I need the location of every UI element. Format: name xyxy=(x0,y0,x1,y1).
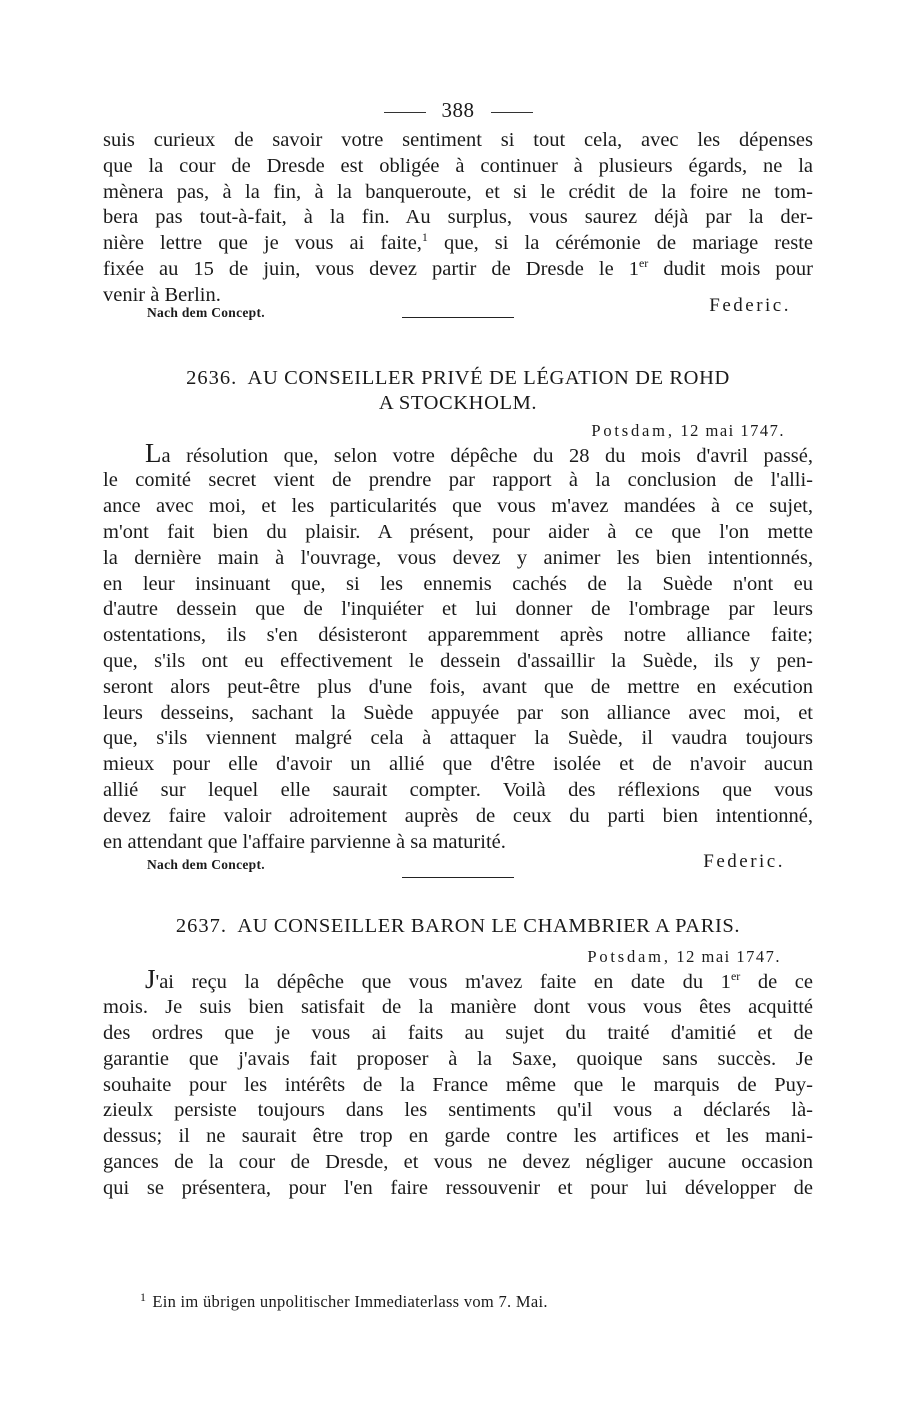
text-segment: de ce xyxy=(740,971,814,994)
ordinal-superscript: er xyxy=(730,969,741,984)
text-line: que la cour de Dresde est obligée à continuer à plusieurs égards, ne la xyxy=(103,154,813,177)
text-line: des ordres que je vous ai faits au sujet du traité d'amitié et de xyxy=(103,1021,813,1044)
page-number: 388 xyxy=(441,98,475,122)
dateline xyxy=(103,419,813,443)
text-segment: fixée au 15 de juin, vous devez partir de Dresde le 1 xyxy=(103,257,639,280)
date: 12 mai 1747. xyxy=(676,947,781,967)
text-line xyxy=(103,257,813,283)
text-line: allié sur lequel elle saurait compter. Voilà des réflexions que vous xyxy=(103,778,813,801)
text-segment: que, si la cérémonie de mariage reste xyxy=(427,232,813,255)
footnote-text: Ein im übrigen unpolitischer Immediaterlass vom 7. Mai. xyxy=(152,1292,548,1311)
text-line: que, s'ils viennent malgré cela à attaquer la Suède, il vaudra toujours xyxy=(103,727,813,750)
text-line: zieulx persiste toujours dans les sentiments qu'il vous a déclarés là- xyxy=(103,1099,813,1122)
text-line: que, s'ils ont eu effectivement le dessein d'assaillir la Suède, ils y pen- xyxy=(103,649,813,672)
text-line: gances de la cour de Dresde, et vous ne devez négliger aucune occasion xyxy=(103,1150,813,1173)
footnote-marker: 1 xyxy=(140,1290,147,1304)
letter-number: 2636. xyxy=(186,366,238,389)
text-line: dessus; il ne saurait être trop en garde contre les artifices et les mani- xyxy=(103,1125,813,1148)
text-segment: dudit mois pour xyxy=(648,257,813,280)
text-line: en leur insinuant que, si les ennemis cachés de la Suède n'ont eu xyxy=(103,572,813,595)
signature: Federic. xyxy=(709,294,791,316)
page-header xyxy=(103,92,813,128)
source-note: Nach dem Concept. xyxy=(147,857,265,873)
text-line xyxy=(103,964,814,995)
book-page xyxy=(103,92,813,1202)
source-note: Nach dem Concept. xyxy=(147,304,265,320)
heading-text: AU CONSEILLER PRIVÉ DE LÉGATION DE ROHD xyxy=(247,366,730,389)
text-line: mènera pas, à la fin, à la banqueroute, et si le crédit de la foire ne tom- xyxy=(103,180,813,203)
heading-text: AU CONSEILLER BARON LE CHAMBRIER A PARIS. xyxy=(237,915,741,938)
signoff xyxy=(103,295,813,325)
text-line xyxy=(103,437,813,469)
text-segment: 'ai reçu la dépêche que vous m'avez faite en date du 1 xyxy=(155,971,731,994)
signature: Federic. xyxy=(703,851,785,873)
text-segment: a résolution que, selon votre dépêche du 28 du mois d'avril passé, xyxy=(161,444,813,467)
text-line: leurs desseins, sachant la Suède appuyée par son alliance avec moi, et xyxy=(103,701,813,724)
place: Potsdam, xyxy=(591,420,675,440)
header-dash-left xyxy=(384,112,426,113)
text-segment: nière lettre que je vous ai faite, xyxy=(103,232,422,255)
text-line: garantie que j'avais fait proposer à la Saxe, quoique sans succès. Je xyxy=(103,1047,813,1070)
dateline xyxy=(103,945,813,969)
heading-line: A STOCKHOLM. xyxy=(378,391,538,414)
text-line: ance avec moi, et les particularités que vous m'avez mandées à ce sujet, xyxy=(103,495,813,518)
date: 12 mai 1747. xyxy=(680,420,785,440)
text-line: le comité secret vient de prendre par rapport à la conclusion de l'alli- xyxy=(103,469,813,492)
header-dash-right xyxy=(491,112,533,113)
text-line: devez faire valoir adroitement auprès de ceux du parti bien intentionné, xyxy=(103,804,813,827)
heading-line xyxy=(103,366,813,391)
text-line: venir à Berlin. xyxy=(103,283,221,306)
text-line: seront alors peut-être plus d'une fois, avant que de mettre en exécution xyxy=(103,675,813,698)
text-line: qui se présentera, pour l'en faire ressouvenir et pour lui développer de xyxy=(103,1176,813,1199)
text-line: mois. Je suis bien satisfait de la manière dont vous vous êtes acquitté xyxy=(103,996,813,1019)
initial-letter: L xyxy=(145,437,162,468)
footnote xyxy=(140,1290,548,1312)
text-line: bera pas tout-à-fait, à la fin. Au surplus, vous saurez déjà par la der- xyxy=(103,206,813,229)
continuation-text xyxy=(103,128,813,309)
text-line xyxy=(103,231,813,257)
heading-line xyxy=(103,914,813,939)
text-line: la dernière main à l'ouvrage, vous devez y animer les bien intentionnés, xyxy=(103,546,813,569)
ordinal-superscript: er xyxy=(638,255,649,270)
footnote-reference: 1 xyxy=(421,230,428,245)
text-line: mieux pour elle d'avoir un allié que d'être isolée et de n'avoir aucun xyxy=(103,753,813,776)
text-line: d'autre dessein que de l'inquiéter et lui donner de l'ombrage par leurs xyxy=(103,598,813,621)
letter-heading xyxy=(103,366,813,416)
letter-body xyxy=(103,964,814,1201)
text-line: en attendant que l'affaire parvienne à sa maturité. xyxy=(103,830,506,853)
letter-body xyxy=(103,437,813,856)
signoff xyxy=(103,845,813,875)
text-line: souhaite pour les intérêts de la France même que le marquis de Puy- xyxy=(103,1073,813,1096)
text-line: ostentations, ils s'en désisteront apparemment après notre alliance faite; xyxy=(103,624,813,647)
letter-heading xyxy=(103,914,813,939)
letter-number: 2637. xyxy=(175,915,227,938)
place: Potsdam, xyxy=(587,947,671,967)
text-line: m'ont fait bien du plaisir. A présent, pour aider à ce que l'on mette xyxy=(103,520,813,543)
text-line: suis curieux de savoir votre sentiment si tout cela, avec les dépenses xyxy=(103,129,813,151)
initial-letter: J xyxy=(145,964,156,995)
